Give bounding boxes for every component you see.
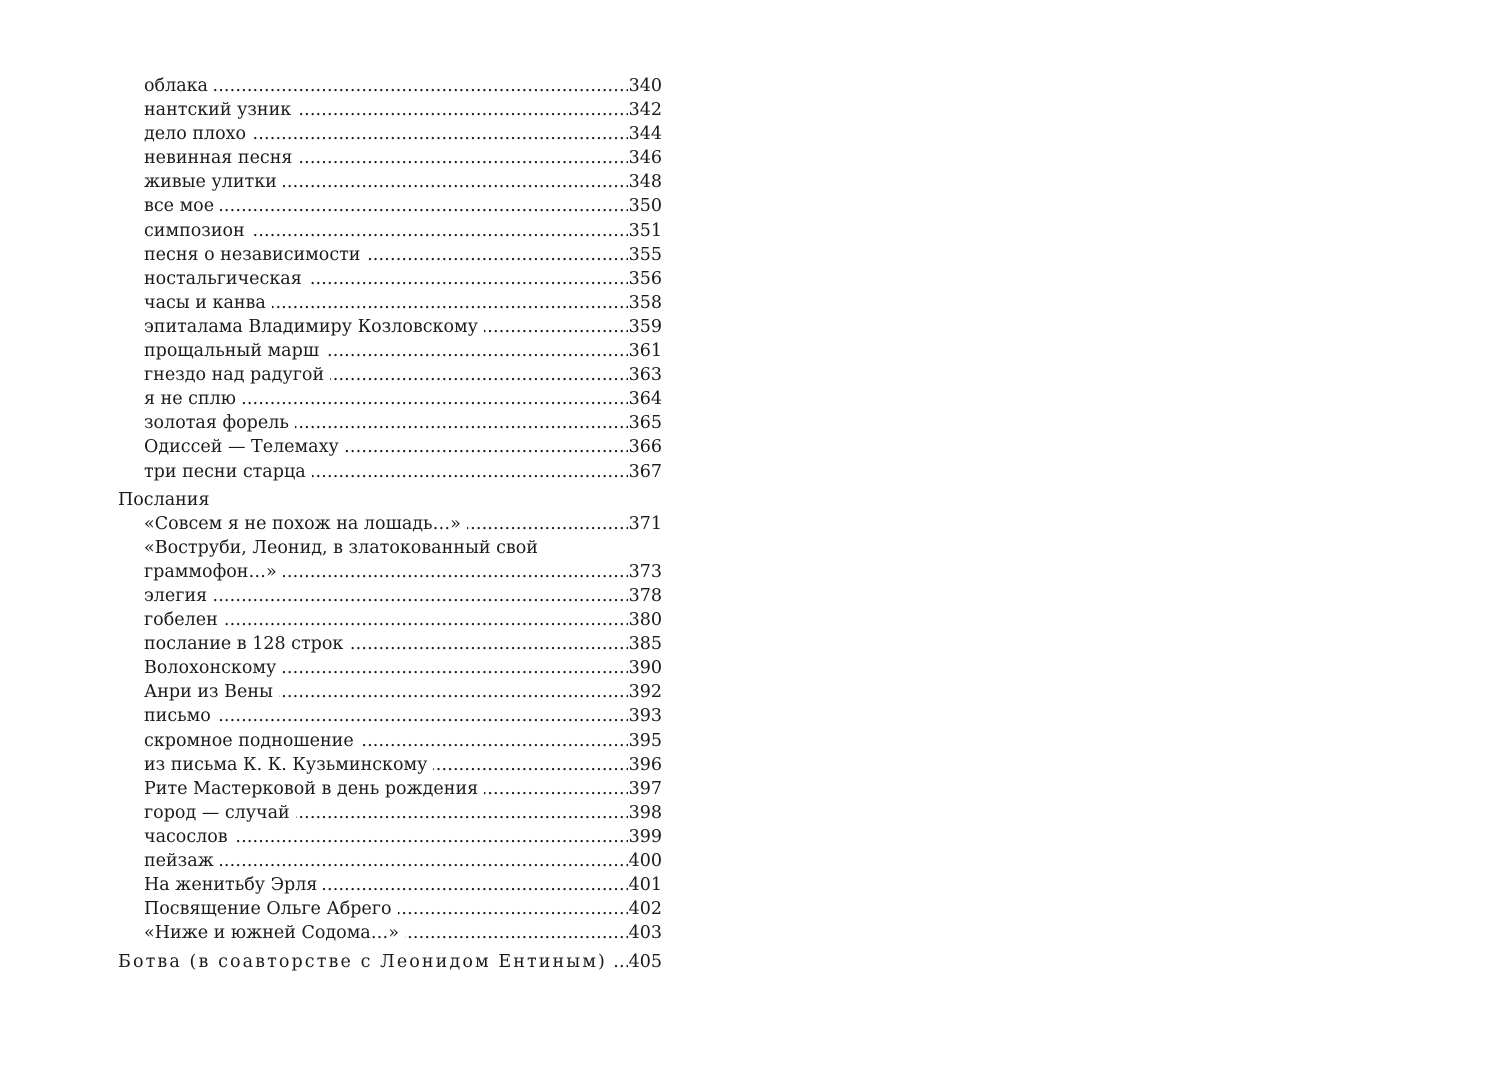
- toc-entry-title-line2: граммофон…»: [144, 561, 277, 582]
- toc-entry-page: 365: [628, 413, 662, 434]
- toc-entry-page: 378: [628, 585, 662, 606]
- dot-leader: [213, 584, 627, 608]
- toc-entry-page: 395: [628, 730, 662, 751]
- toc-entry-page: 380: [628, 610, 662, 631]
- toc-entry-title-line1: «Воструби, Леонид, в златокованный свой: [144, 537, 538, 558]
- toc-entry-title: Анри из Вены: [144, 682, 273, 703]
- toc-entry-title: «Ниже и южней Содома…»: [144, 923, 399, 944]
- toc-entry-title: гобелен: [144, 610, 218, 631]
- toc-entry: [118, 146, 662, 170]
- toc-entry-title: дело плохо: [144, 124, 247, 145]
- toc-entry: [118, 387, 662, 411]
- dot-leader: [360, 729, 628, 753]
- toc-entry: [118, 74, 662, 98]
- table-of-contents: [118, 74, 662, 974]
- toc-entry: [118, 921, 662, 945]
- toc-entry-title: Посвящение Ольге Абрего: [144, 899, 392, 920]
- dot-leader: [214, 74, 628, 98]
- dot-leader: [298, 146, 627, 170]
- toc-entry-title: Одиссей — Телемаху: [144, 437, 339, 458]
- toc-entry-page: 396: [628, 754, 662, 775]
- toc-entry: [118, 512, 662, 536]
- toc-entry: [118, 170, 662, 194]
- toc-entry-page: 355: [628, 244, 662, 265]
- toc-entry-title: три песни старца: [144, 461, 306, 482]
- toc-entry-title: невинная песня: [144, 148, 293, 169]
- dot-leader: [484, 777, 627, 801]
- dot-leader: [312, 460, 628, 484]
- dot-leader: [242, 387, 628, 411]
- toc-entry-page: 348: [628, 172, 662, 193]
- dot-leader: [398, 897, 628, 921]
- toc-entry-title: гнездо над радугой: [144, 365, 325, 386]
- toc-entry-title: скромное подношение: [144, 730, 354, 751]
- toc-entry: [118, 632, 662, 656]
- toc-entry: [118, 584, 662, 608]
- toc-entry-page: 393: [628, 706, 662, 727]
- toc-entry-page: 340: [628, 76, 662, 96]
- dot-leader: [283, 560, 628, 584]
- toc-entry: [118, 680, 662, 704]
- toc-entry: [118, 897, 662, 921]
- toc-entry: [118, 291, 662, 315]
- toc-entry-title: Волохонскому: [144, 658, 277, 679]
- toc-entry-title: из письма К. К. Кузьминскому: [144, 754, 428, 775]
- toc-entry-page: 371: [628, 513, 662, 534]
- toc-entry-final: [118, 950, 662, 974]
- dot-leader: [296, 801, 628, 825]
- dot-leader: [349, 632, 627, 656]
- toc-entry-page: 344: [628, 124, 662, 145]
- toc-entry-title: я не сплю: [144, 389, 237, 410]
- toc-entry-page: 390: [628, 658, 662, 679]
- toc-entry: [118, 849, 662, 873]
- dot-leader: [224, 608, 628, 632]
- toc-entry: [118, 194, 662, 218]
- dot-leader: [613, 950, 628, 974]
- toc-entry-page: 366: [628, 437, 662, 458]
- toc-entry-page: 398: [628, 802, 662, 823]
- toc-entry-page: 385: [628, 634, 662, 655]
- toc-entry-title: Рите Мастерковой в день рождения: [144, 778, 479, 799]
- toc-entry-page: 392: [628, 682, 662, 703]
- toc-entry: [118, 460, 662, 484]
- toc-entry-page: 367: [628, 461, 662, 482]
- toc-entry: [118, 704, 662, 728]
- dot-leader: [484, 315, 628, 339]
- toc-entry: [118, 753, 662, 777]
- toc-entry-page: 373: [628, 561, 662, 582]
- toc-entry: [118, 363, 662, 387]
- dot-leader: [279, 680, 628, 704]
- toc-entry-title: золотая форель: [144, 413, 289, 434]
- toc-entry-page: 346: [628, 148, 662, 169]
- dot-leader: [282, 656, 627, 680]
- dot-leader: [295, 411, 628, 435]
- dot-leader: [433, 753, 627, 777]
- toc-entry: [118, 656, 662, 680]
- toc-entry: [118, 315, 662, 339]
- toc-entry: [118, 219, 662, 243]
- dot-leader: [251, 219, 628, 243]
- toc-entry: [118, 825, 662, 849]
- toc-entry: [118, 801, 662, 825]
- toc-entry: [118, 729, 662, 753]
- toc-entry-page: 397: [628, 778, 662, 799]
- toc-entry-title: письмо: [144, 706, 211, 727]
- dot-leader: [272, 291, 628, 315]
- toc-entry: [118, 560, 662, 584]
- toc-entry-title: облака: [144, 76, 208, 96]
- toc-entry-page: 350: [628, 196, 662, 217]
- toc-entry-title: город — случай: [144, 802, 290, 823]
- toc-entry-page: 351: [628, 220, 662, 241]
- dot-leader: [308, 267, 628, 291]
- toc-entry-page: 361: [628, 341, 662, 362]
- toc-entry-page: 359: [628, 316, 662, 337]
- dot-leader: [220, 194, 628, 218]
- dot-leader: [366, 243, 627, 267]
- toc-entry-page: 342: [628, 100, 662, 121]
- toc-entry-page: 401: [628, 875, 662, 896]
- toc-entry-title: ностальгическая: [144, 268, 302, 289]
- toc-entry-page: 402: [628, 899, 662, 920]
- dot-leader: [325, 339, 628, 363]
- toc-entry-title: прощальный марш: [144, 341, 320, 362]
- toc-entry-title: На женитьбу Эрля: [144, 875, 318, 896]
- toc-entry-page: 405: [628, 952, 662, 973]
- toc-entry-title: Ботва (в соавторстве с Леонидом Ентиным): [118, 952, 607, 973]
- toc-entry-title: все мое: [144, 196, 215, 217]
- toc-entry: [118, 122, 662, 146]
- toc-entry: [118, 873, 662, 897]
- dot-leader: [467, 512, 628, 536]
- toc-entry-title: симпозион: [144, 220, 245, 241]
- toc-entry-page: 364: [628, 389, 662, 410]
- toc-entry-title: «Совсем я не похож на лошадь…»: [144, 513, 461, 534]
- dot-leader: [220, 849, 628, 873]
- toc-entry: [118, 267, 662, 291]
- section-heading: Послания: [118, 489, 210, 510]
- toc-entry-title: часослов: [144, 826, 228, 847]
- toc-entry-title: пейзаж: [144, 851, 214, 871]
- toc-entry: [118, 98, 662, 122]
- dot-leader: [234, 825, 628, 849]
- toc-entry-title: живые улитки: [144, 172, 277, 193]
- toc-entry-title: элегия: [144, 585, 208, 606]
- dot-leader: [405, 921, 628, 945]
- toc-entry: [118, 777, 662, 801]
- toc-entry-title: послание в 128 строк: [144, 634, 344, 655]
- toc-entry-page: 399: [628, 826, 662, 847]
- toc-entry-page: 363: [628, 365, 662, 386]
- dot-leader: [217, 704, 628, 728]
- toc-entry-page: 400: [628, 851, 662, 871]
- toc-entry-title: нантский узник: [144, 100, 292, 121]
- toc-entry: [118, 243, 662, 267]
- toc-entry: [118, 435, 662, 459]
- toc-entry-title: песня о независимости: [144, 244, 361, 265]
- toc-entry: [118, 339, 662, 363]
- dot-leader: [297, 98, 627, 122]
- toc-entry-page: 403: [628, 923, 662, 944]
- toc-entry-page: 358: [628, 292, 662, 313]
- toc-entry: [118, 411, 662, 435]
- toc-entry-page: 356: [628, 268, 662, 289]
- dot-leader: [252, 122, 628, 146]
- dot-leader: [345, 435, 628, 459]
- toc-entry-title: эпиталама Владимиру Козловскому: [144, 316, 478, 337]
- dot-leader: [330, 363, 627, 387]
- toc-entry-title: часы и канва: [144, 292, 266, 313]
- toc-entry: [118, 608, 662, 632]
- dot-leader: [323, 873, 627, 897]
- dot-leader: [283, 170, 628, 194]
